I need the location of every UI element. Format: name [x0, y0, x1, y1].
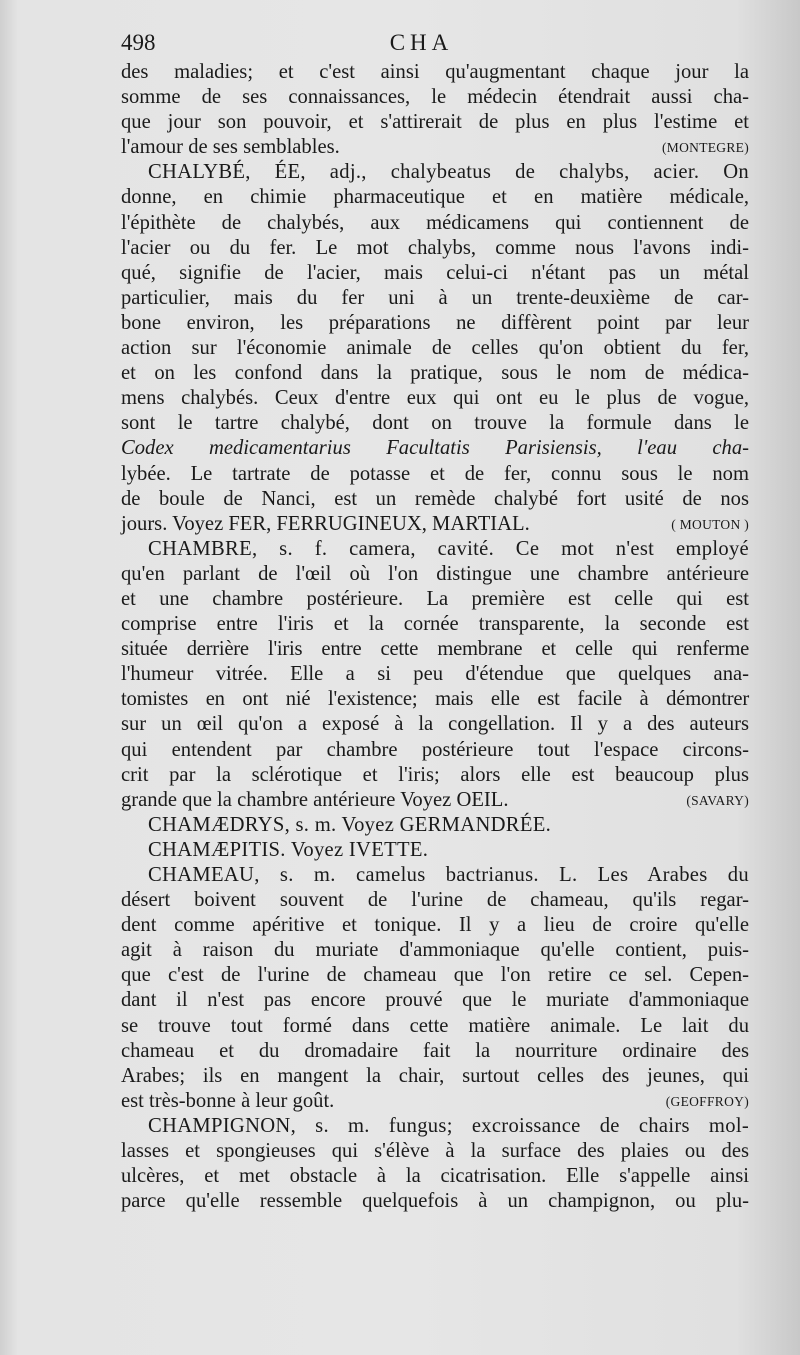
entry-heading-line: CHAMÆDRYS, s. m. Voyez GERMANDRÉE. [148, 813, 552, 836]
text-line: sur un œil qu'on a exposé à la congellation. Il y a des auteurs [121, 713, 749, 736]
text-line: donne, en chimie pharmaceutique et en matière médicale, [121, 186, 749, 209]
running-head: CHA [389, 30, 454, 55]
text-line: lybée. Le tartrate de potasse et de fer, connu sous le nom [121, 462, 749, 485]
text-line: agit à raison du muriate d'ammoniaque qu'elle contient, puis- [121, 939, 749, 962]
entry-heading-line: CHAMÆPITIS. Voyez IVETTE. [148, 838, 429, 861]
text-line: bone environ, les préparations ne diffèrent point par leur [121, 311, 749, 334]
text-line: mens chalybés. Ceux d'entre eux qui ont eu le plus de vogue, [121, 387, 749, 410]
text-line: dant il n'est pas encore prouvé que le muriate d'ammoniaque [121, 989, 749, 1012]
text-line: l'épithète de chalybés, aux médicamens qui contiennent de [121, 211, 749, 234]
text-line: des maladies; et c'est ainsi qu'augmentant chaque jour la [121, 61, 749, 83]
text-line: parce qu'elle ressemble quelquefois à un champignon, ou plu- [121, 1190, 749, 1213]
text-line: grande que la chambre antérieure Voyez OEIL. (SAVARY) [121, 788, 749, 813]
author-signature: (MONTEGRE) [662, 140, 749, 156]
text-line: ulcères, et met obstacle à la cicatrisation. Elle s'appelle ainsi [121, 1165, 749, 1188]
text-line: chameau et du dromadaire fait la nourriture ordinaire des [121, 1039, 749, 1062]
author-signature: ( MOUTON ) [671, 516, 749, 532]
text-line: et on les confond dans la pratique, sous le nom de médica- [121, 362, 749, 385]
text-line: crit par la sclérotique et l'iris; alors elle est beaucoup plus [121, 763, 749, 786]
entry-heading-line: CHAMPIGNON, s. m. fungus; excroissance de chairs mol- [148, 1114, 749, 1137]
page-header [121, 30, 722, 60]
text-line: comprise entre l'iris et la cornée transparente, la seconde est [121, 613, 749, 636]
text-line: que c'est de l'urine de chameau que l'on retire ce sel. Cepen- [121, 964, 749, 987]
text-line: l'humeur vitrée. Elle a si peu d'étendue que quelques ana- [121, 663, 749, 686]
text-line: Arabes; ils en mangent la chair, surtout celles des jeunes, qui [121, 1064, 749, 1087]
text-line: tomistes en ont nié l'existence; mais elle est facile à démontrer [121, 688, 749, 711]
text-line: sont le tartre chalybé, dont on trouve la formule dans le [121, 412, 749, 435]
text-line: désert boivent souvent de l'urine de chameau, qu'ils regar- [121, 889, 749, 912]
text-line: située derrière l'iris entre cette membrane et celle qui renferme [121, 638, 749, 661]
text-line: est très-bonne à leur goût. (GEOFFROY) [121, 1089, 749, 1114]
page-number: 498 [121, 30, 156, 55]
author-signature: (GEOFFROY) [665, 1093, 749, 1109]
entry-heading-line: CHAMBRE, s. f. camera, cavité. Ce mot n'est employé [148, 537, 749, 560]
text-line: somme de ses connaissances, le médecin étendrait aussi cha- [121, 86, 749, 109]
text-line: particulier, mais du fer uni à un trente-deuxième de car- [121, 286, 749, 309]
text-line: qué, signifie de l'acier, mais celui-ci n'étant pas un métal [121, 261, 749, 284]
text-line: qui entendent par chambre postérieure tout l'espace circons- [121, 738, 749, 761]
entry-heading-line: CHAMEAU, s. m. camelus bactrianus. L. Les Arabes du [148, 864, 749, 886]
text-line: lasses et spongieuses qui s'élève à la surface des plaies ou des [121, 1140, 749, 1163]
text-line: se trouve tout formé dans cette matière animale. Le lait du [121, 1014, 749, 1037]
text-line: de boule de Nanci, est un remède chalybé fort usité de nos [121, 487, 749, 510]
entry-heading-line: CHALYBÉ, ÉE, adj., chalybeatus de chalybs, acier. On [148, 161, 749, 184]
text-line: l'amour de ses semblables. (MONTEGRE) [121, 135, 749, 160]
text-line: et une chambre postérieure. La première est celle qui est [121, 587, 749, 610]
text-line: action sur l'économie animale de celles qu'on obtient du fer, [121, 337, 749, 360]
text-line: jours. Voyez FER, FERRUGINEUX, MARTIAL. ( MOUTON ) [121, 512, 749, 537]
text-line: l'acier ou du fer. Le mot chalybs, comme nous l'avons indi- [121, 236, 749, 259]
text-line: Codex medicamentarius Facultatis Parisiensis, l'eau cha- [121, 437, 749, 460]
text-line: dent comme apéritive et tonique. Il y a lieu de croire qu'elle [121, 914, 749, 937]
author-signature: (SAVARY) [686, 792, 749, 808]
text-column [121, 60, 749, 1214]
text-line: que jour son pouvoir, et s'attirerait de plus en plus l'estime et [121, 111, 749, 134]
text-line: qu'en parlant de l'œil où l'on distingue une chambre antérieure [121, 562, 749, 585]
